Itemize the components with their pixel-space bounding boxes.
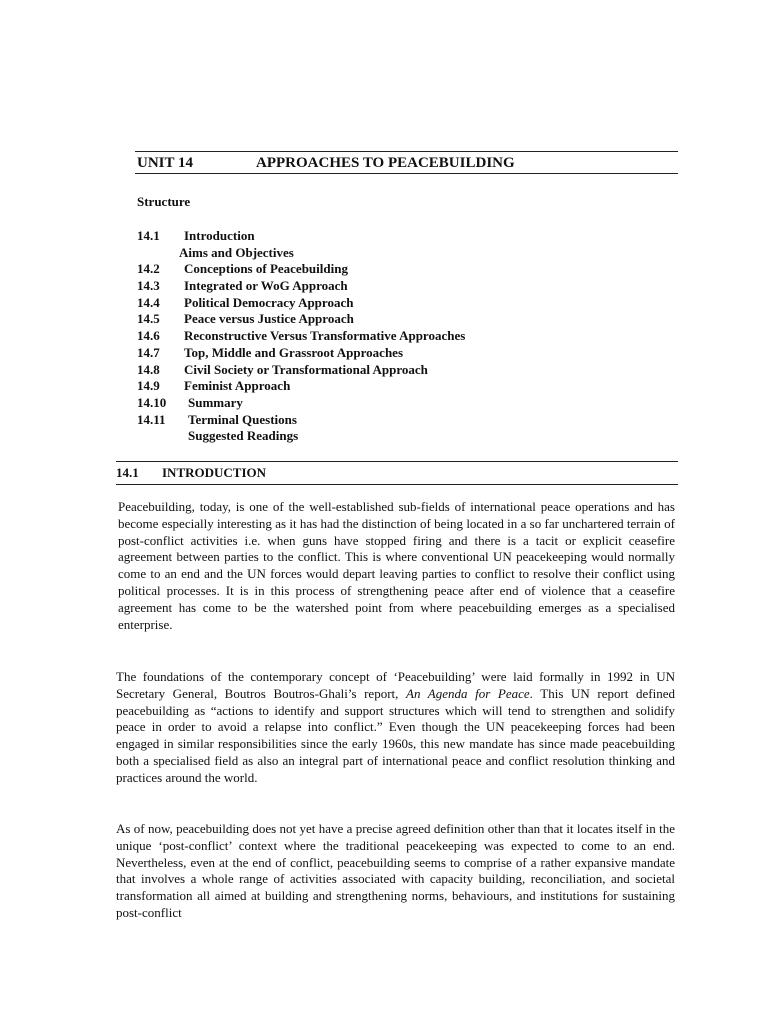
toc-item [137, 228, 557, 245]
toc-item-number: 14.11 [137, 411, 166, 427]
toc-item-label: Suggested Readings [188, 428, 299, 444]
unit-number: UNIT 14 [137, 155, 193, 171]
toc-item [137, 261, 557, 278]
unit-header [135, 151, 678, 174]
toc-item-label: Introduction [184, 228, 255, 243]
toc-item [137, 362, 557, 379]
paragraph-text: The foundations of the contemporary concept of ‘Peacebuilding’ were laid formally in 1992 in UN Secretary General, Boutros Boutros-Ghali’s report, [116, 669, 675, 701]
section-number: 14.1 [116, 465, 139, 480]
toc-item-number: 14.1 [137, 228, 160, 243]
toc-item-number: 14.3 [137, 278, 160, 294]
toc-item-number: 14.7 [137, 344, 160, 360]
toc-item-label: Conceptions of Peacebuilding [184, 261, 348, 277]
toc-item [137, 278, 557, 295]
toc-item-label: Feminist Approach [184, 378, 291, 394]
toc-item-label: Civil Society or Transformational Approach [184, 361, 428, 377]
paragraph-text: . This UN report defined peacebuilding as “actions to identify and support structures which will tend to strengthen and solidify peace in order to avoid a relapse into conflict.” Even though the UN peacekeeping forces had been engaged in similar responsibilities since the early 1960s, this new mandate has since made peacebuilding both a specialised field as also an integral part of international peace and conflict resolution thinking and practices around the world. [116, 685, 675, 785]
toc-item [137, 378, 557, 395]
toc-item-number: 14.10 [137, 394, 167, 410]
toc-item-label: Terminal Questions [188, 411, 297, 427]
structure-heading: Structure [137, 194, 191, 209]
toc-item [137, 428, 557, 445]
toc-item [137, 412, 557, 429]
toc-item-number: 14.8 [137, 361, 160, 377]
toc-item [137, 345, 557, 362]
body-paragraph [116, 669, 675, 787]
toc-item-number: 14.2 [137, 261, 160, 277]
report-title: An Agenda for Peace [406, 685, 530, 701]
body-paragraph: Peacebuilding, today, is one of the well-established sub-fields of international peace operations and has become especially interesting as it has had the distinction of being located in a so far unchartered terrain of post-conflict activities i.e. when guns have stopped firing and there is a tacit or explicit ceasefire agreement between parties to the conflict. This is where conventional UN peacekeeping would normally come to an end and the UN forces would depart leaving parties to conflict to resolve their conflict using political processes. It is in this process of strengthening peace after end of violence that a ceasefire agreement has come to be the watershed point from where peacebuilding emerges as a specialised enterprise. [118, 499, 675, 632]
toc-item-label: Top, Middle and Grassroot Approaches [184, 344, 404, 360]
toc-item-label: Reconstructive Versus Transformative Approaches [184, 328, 466, 344]
toc-item [137, 311, 557, 328]
toc-item-number: 14.5 [137, 311, 160, 327]
unit-title: APPROACHES TO PEACEBUILDING [256, 155, 515, 171]
toc-item-label: Aims and Objectives [179, 244, 294, 260]
body-paragraph: As of now, peacebuilding does not yet have a precise agreed definition other than that it locates itself in the unique ‘post-conflict’ context where the traditional peacekeeping was expected to come to an end. Nevertheless, even at the end of conflict, peacebuilding seems to comprise of a rather expansive mandate that involves a whole range of activities associated with capacity building, reconciliation, and societal transformation all aimed at building and strengthening norms, behaviours, and institutions for sustaining post-conflict [116, 821, 675, 920]
toc-item [137, 245, 557, 262]
toc-item [137, 328, 557, 345]
toc-item-number: 14.6 [137, 328, 160, 344]
toc-item-label: Peace versus Justice Approach [184, 311, 354, 327]
toc-item-number: 14.9 [137, 378, 160, 394]
section-title: INTRODUCTION [162, 465, 267, 480]
toc-item-number: 14.4 [137, 294, 160, 310]
toc-item-label: Integrated or WoG Approach [184, 278, 348, 294]
toc-item [137, 295, 557, 312]
section-header [116, 461, 678, 485]
toc-item [137, 395, 557, 412]
toc-item-label: Political Democracy Approach [184, 294, 354, 310]
toc-item-label: Summary [188, 394, 243, 410]
table-of-contents [137, 228, 557, 445]
